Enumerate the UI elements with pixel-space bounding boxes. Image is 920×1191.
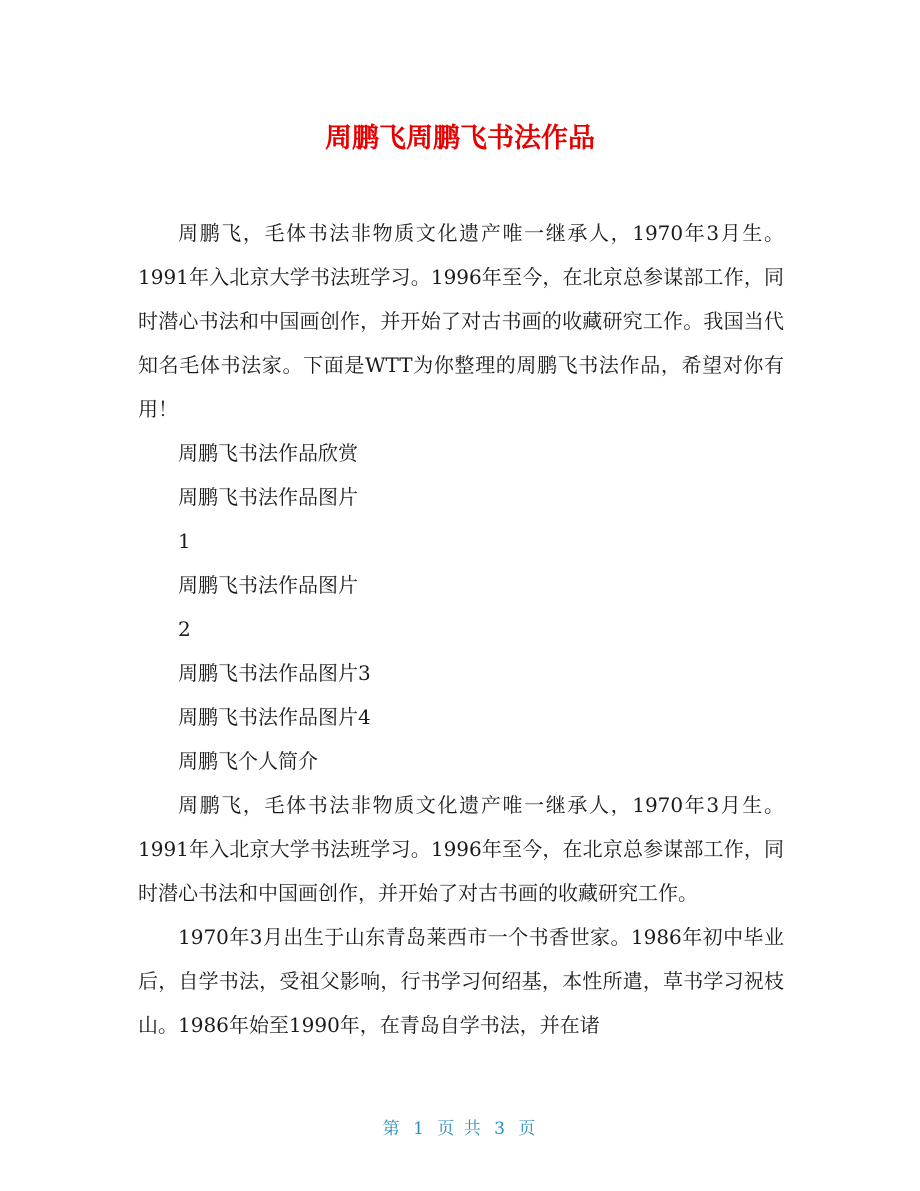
paragraph-image-caption-2: 周鹏飞书法作品图片 [178,573,358,597]
footer-prefix: 第 [382,1119,402,1139]
footer-page-number: 1 [413,1119,426,1139]
footer-middle: 页 共 [437,1119,483,1139]
paragraph-image-number-1: 1 [178,529,191,553]
page-number-footer [0,1114,920,1139]
document-body [138,211,784,1047]
footer-total-pages: 3 [494,1119,507,1139]
paragraph-image-caption-4: 周鹏飞书法作品图片4 [178,705,371,729]
paragraph-image-caption-3: 周鹏飞书法作品图片3 [178,661,371,685]
paragraph-intro: 周鹏飞，毛体书法非物质文化遗产唯一继承人，1970年3月生。1991年入北京大学书法班学习。1996年至今，在北京总参谋部工作，同时潜心书法和中国画创作，并开始了对古书画的收藏研究工作。我国当代知名毛体书法家。下面是WTT为你整理的周鹏飞书法作品，希望对你有用！ [138,221,784,421]
footer-suffix: 页 [518,1119,538,1139]
paragraph-heading-bio: 周鹏飞个人简介 [178,749,318,773]
paragraph-bio-1: 周鹏飞，毛体书法非物质文化遗产唯一继承人，1970年3月生。1991年入北京大学书法班学习。1996年至今，在北京总参谋部工作，同时潜心书法和中国画创作，并开始了对古书画的收藏研究工作。 [138,793,784,905]
paragraph-image-caption-1: 周鹏飞书法作品图片 [178,485,358,509]
paragraph-bio-2: 1970年3月出生于山东青岛莱西市一个书香世家。1986年初中毕业后，自学书法，受祖父影响，行书学习何绍基，本性所遣，草书学习祝枝山。1986年始至1990年，在青岛自学书法，并在诸 [138,925,784,1037]
page-title: 周鹏飞周鹏飞书法作品 [325,123,595,154]
paragraph-image-number-2: 2 [178,617,191,641]
paragraph-heading-appreciation: 周鹏飞书法作品欣赏 [178,441,358,465]
